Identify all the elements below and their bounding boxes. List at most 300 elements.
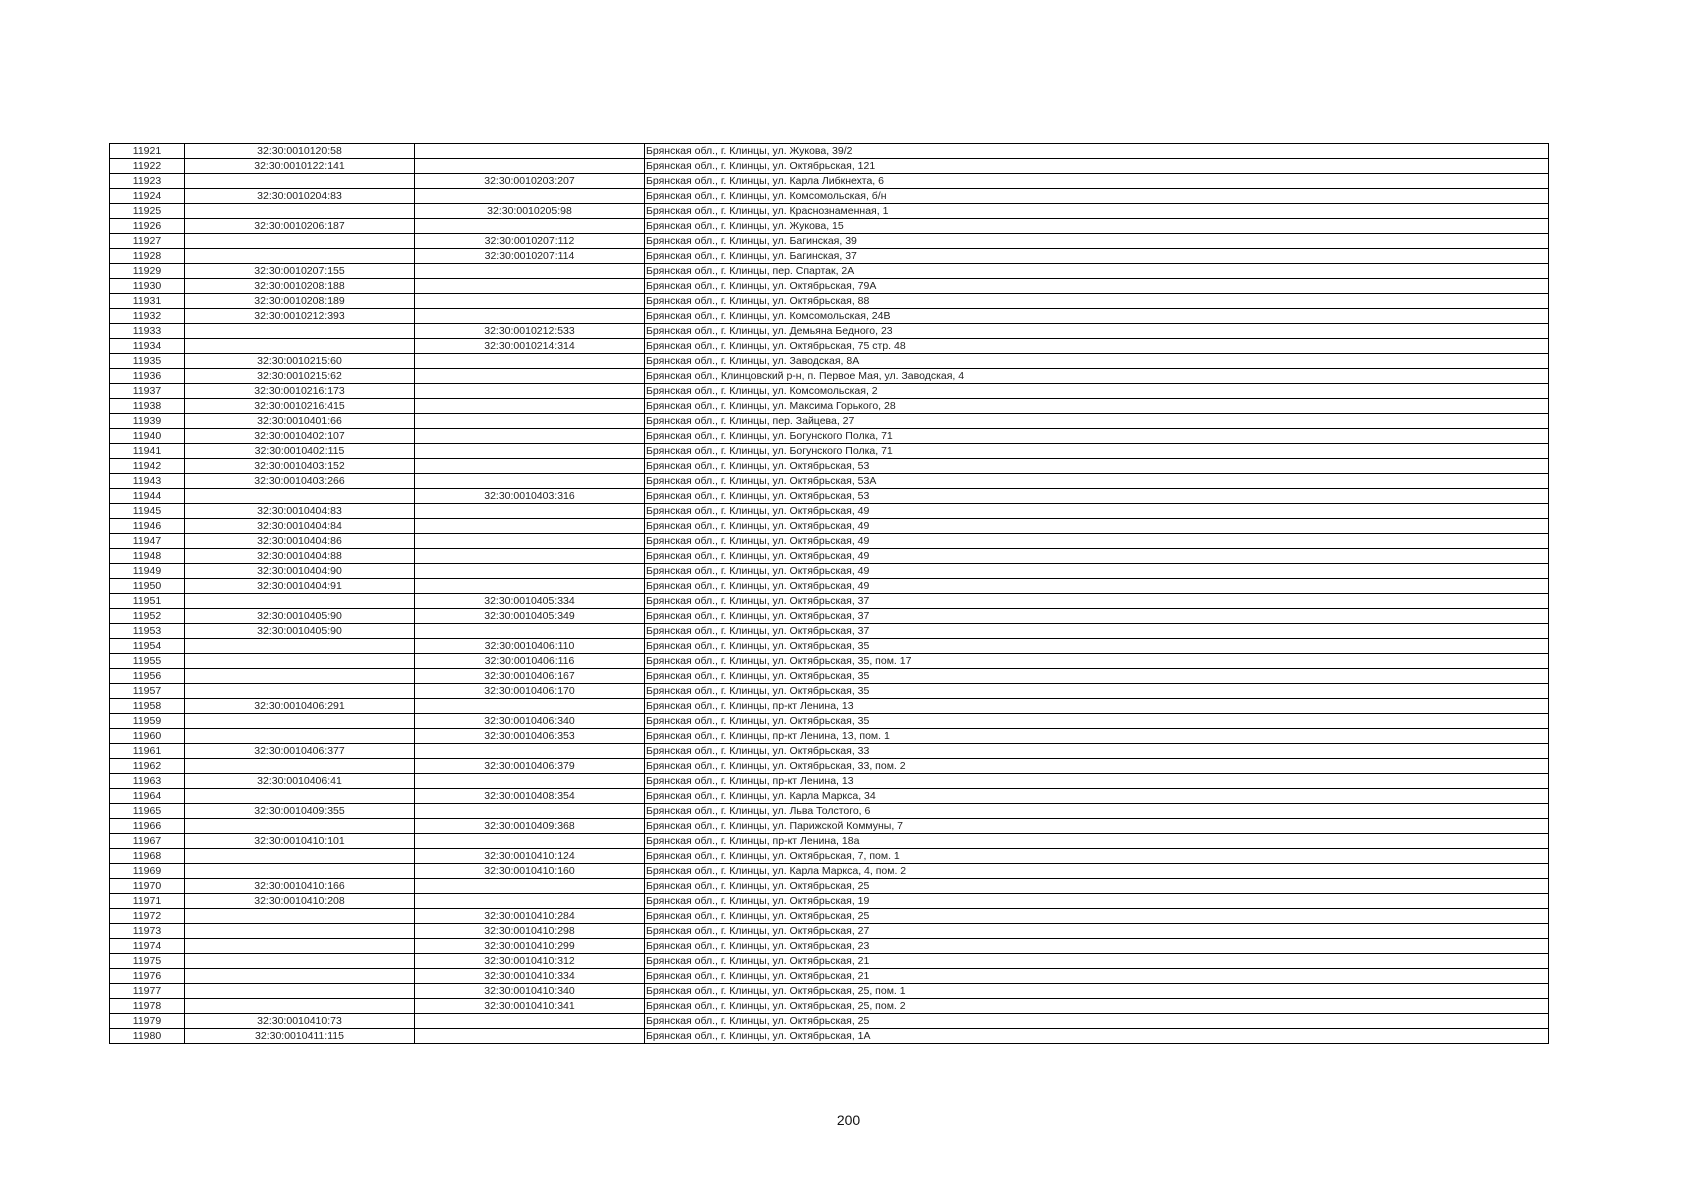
table-row	[110, 249, 1549, 264]
row-number-cell: 11938	[110, 399, 185, 414]
cadastral-number-cell: 32:30:0010406:291	[185, 699, 415, 714]
address-cell: Брянская обл., г. Клинцы, ул. Октябрьская, 49	[645, 564, 1549, 579]
address-cell: Брянская обл., г. Клинцы, ул. Октябрьская, 25	[645, 909, 1549, 924]
row-number-cell: 11922	[110, 159, 185, 174]
cadastral-number-alt-cell: 32:30:0010405:349	[415, 609, 645, 624]
cadastral-number-cell: 32:30:0010208:189	[185, 294, 415, 309]
table-row	[110, 654, 1549, 669]
table-row	[110, 234, 1549, 249]
row-number-cell: 11954	[110, 639, 185, 654]
cadastral-number-alt-cell	[415, 1029, 645, 1044]
address-cell: Брянская обл., г. Клинцы, пер. Спартак, 2А	[645, 264, 1549, 279]
table-row	[110, 594, 1549, 609]
address-cell: Брянская обл., г. Клинцы, пр-кт Ленина, 18а	[645, 834, 1549, 849]
row-number-cell: 11959	[110, 714, 185, 729]
row-number-cell: 11978	[110, 999, 185, 1014]
row-number-cell: 11937	[110, 384, 185, 399]
row-number-cell: 11964	[110, 789, 185, 804]
cadastral-number-cell	[185, 924, 415, 939]
cadastral-number-cell	[185, 939, 415, 954]
cadastral-number-alt-cell: 32:30:0010203:207	[415, 174, 645, 189]
cadastral-number-alt-cell: 32:30:0010207:114	[415, 249, 645, 264]
table-row	[110, 759, 1549, 774]
row-number-cell: 11962	[110, 759, 185, 774]
cadastral-number-cell	[185, 864, 415, 879]
cadastral-number-alt-cell: 32:30:0010410:340	[415, 984, 645, 999]
row-number-cell: 11930	[110, 279, 185, 294]
table-row	[110, 924, 1549, 939]
row-number-cell: 11971	[110, 894, 185, 909]
table-row	[110, 384, 1549, 399]
cadastral-number-alt-cell	[415, 219, 645, 234]
cadastral-number-alt-cell	[415, 579, 645, 594]
cadastral-number-cell: 32:30:0010410:208	[185, 894, 415, 909]
cadastral-number-alt-cell	[415, 474, 645, 489]
row-number-cell: 11944	[110, 489, 185, 504]
cadastral-number-cell	[185, 204, 415, 219]
cadastral-number-cell: 32:30:0010215:60	[185, 354, 415, 369]
row-number-cell: 11940	[110, 429, 185, 444]
cadastral-number-alt-cell	[415, 414, 645, 429]
address-cell: Брянская обл., г. Клинцы, ул. Октябрьская, 37	[645, 609, 1549, 624]
cadastral-number-cell	[185, 654, 415, 669]
address-cell: Брянская обл., г. Клинцы, ул. Заводская, 8А	[645, 354, 1549, 369]
cadastral-number-cell: 32:30:0010404:86	[185, 534, 415, 549]
cadastral-number-cell	[185, 324, 415, 339]
address-cell: Брянская обл., г. Клинцы, ул. Октябрьская, 53	[645, 489, 1549, 504]
row-number-cell: 11949	[110, 564, 185, 579]
cadastral-number-cell	[185, 729, 415, 744]
cadastral-number-cell	[185, 819, 415, 834]
row-number-cell: 11933	[110, 324, 185, 339]
address-cell: Брянская обл., г. Клинцы, ул. Октябрьская, 33, пом. 2	[645, 759, 1549, 774]
cadastral-number-alt-cell: 32:30:0010406:167	[415, 669, 645, 684]
row-number-cell: 11966	[110, 819, 185, 834]
cadastral-number-cell	[185, 909, 415, 924]
row-number-cell: 11941	[110, 444, 185, 459]
row-number-cell: 11970	[110, 879, 185, 894]
table-row	[110, 1029, 1549, 1044]
table-row	[110, 609, 1549, 624]
row-number-cell: 11932	[110, 309, 185, 324]
row-number-cell: 11936	[110, 369, 185, 384]
row-number-cell: 11948	[110, 549, 185, 564]
cadastral-number-cell	[185, 999, 415, 1014]
table-row	[110, 309, 1549, 324]
row-number-cell: 11950	[110, 579, 185, 594]
address-cell: Брянская обл., г. Клинцы, ул. Октябрьская, 49	[645, 549, 1549, 564]
row-number-cell: 11960	[110, 729, 185, 744]
cadastral-number-alt-cell	[415, 549, 645, 564]
cadastral-number-cell	[185, 489, 415, 504]
table-row	[110, 984, 1549, 999]
cadastral-number-alt-cell: 32:30:0010406:340	[415, 714, 645, 729]
cadastral-number-alt-cell	[415, 159, 645, 174]
address-cell: Брянская обл., г. Клинцы, ул. Октябрьская, 33	[645, 744, 1549, 759]
cadastral-number-cell: 32:30:0010405:90	[185, 609, 415, 624]
row-number-cell: 11928	[110, 249, 185, 264]
cadastral-number-alt-cell	[415, 1014, 645, 1029]
cadastral-number-cell: 32:30:0010404:91	[185, 579, 415, 594]
row-number-cell: 11976	[110, 969, 185, 984]
address-cell: Брянская обл., г. Клинцы, ул. Карла Маркса, 4, пом. 2	[645, 864, 1549, 879]
cadastral-number-cell: 32:30:0010403:152	[185, 459, 415, 474]
cadastral-number-alt-cell	[415, 534, 645, 549]
table-row	[110, 159, 1549, 174]
address-cell: Брянская обл., г. Клинцы, ул. Октябрьская, 37	[645, 624, 1549, 639]
address-cell: Брянская обл., г. Клинцы, ул. Октябрьская, 53А	[645, 474, 1549, 489]
table-row	[110, 639, 1549, 654]
cadastral-number-alt-cell: 32:30:0010410:312	[415, 954, 645, 969]
cadastral-number-alt-cell	[415, 354, 645, 369]
table-row	[110, 954, 1549, 969]
row-number-cell: 11926	[110, 219, 185, 234]
cadastral-number-cell	[185, 249, 415, 264]
address-cell: Брянская обл., г. Клинцы, ул. Максима Горького, 28	[645, 399, 1549, 414]
row-number-cell: 11923	[110, 174, 185, 189]
cadastral-number-alt-cell: 32:30:0010410:160	[415, 864, 645, 879]
address-cell: Брянская обл., г. Клинцы, ул. Октябрьская, 25, пом. 2	[645, 999, 1549, 1014]
address-cell: Брянская обл., г. Клинцы, ул. Багинская, 39	[645, 234, 1549, 249]
cadastral-number-cell: 32:30:0010216:415	[185, 399, 415, 414]
cadastral-number-alt-cell	[415, 369, 645, 384]
cadastral-number-alt-cell	[415, 744, 645, 759]
address-cell: Брянская обл., г. Клинцы, пр-кт Ленина, 13	[645, 774, 1549, 789]
table-row	[110, 969, 1549, 984]
table-row	[110, 999, 1549, 1014]
cadastral-number-alt-cell	[415, 519, 645, 534]
address-cell: Брянская обл., г. Клинцы, ул. Жукова, 15	[645, 219, 1549, 234]
table-row	[110, 804, 1549, 819]
cadastral-number-alt-cell: 32:30:0010410:334	[415, 969, 645, 984]
cadastral-number-cell: 32:30:0010401:66	[185, 414, 415, 429]
cadastral-number-alt-cell: 32:30:0010410:284	[415, 909, 645, 924]
table-row	[110, 729, 1549, 744]
cadastral-number-cell: 32:30:0010410:101	[185, 834, 415, 849]
cadastral-number-alt-cell	[415, 444, 645, 459]
cadastral-number-alt-cell	[415, 564, 645, 579]
row-number-cell: 11973	[110, 924, 185, 939]
cadastral-number-alt-cell	[415, 279, 645, 294]
address-cell: Брянская обл., г. Клинцы, ул. Октябрьская, 35	[645, 639, 1549, 654]
cadastral-number-cell: 32:30:0010410:166	[185, 879, 415, 894]
cadastral-number-cell	[185, 669, 415, 684]
table-row	[110, 669, 1549, 684]
table-row	[110, 1014, 1549, 1029]
table-row	[110, 339, 1549, 354]
cadastral-number-alt-cell: 32:30:0010406:116	[415, 654, 645, 669]
cadastral-number-alt-cell	[415, 459, 645, 474]
table-row	[110, 714, 1549, 729]
row-number-cell: 11931	[110, 294, 185, 309]
row-number-cell: 11952	[110, 609, 185, 624]
address-cell: Брянская обл., г. Клинцы, ул. Октябрьская, 7, пом. 1	[645, 849, 1549, 864]
table-row	[110, 429, 1549, 444]
row-number-cell: 11972	[110, 909, 185, 924]
address-cell: Брянская обл., г. Клинцы, ул. Комсомольская, 24В	[645, 309, 1549, 324]
page-number: 200	[836, 1112, 861, 1128]
address-cell: Брянская обл., г. Клинцы, пр-кт Ленина, 13, пом. 1	[645, 729, 1549, 744]
cadastral-number-alt-cell: 32:30:0010410:299	[415, 939, 645, 954]
table-row	[110, 264, 1549, 279]
row-number-cell: 11961	[110, 744, 185, 759]
address-cell: Брянская обл., г. Клинцы, ул. Октябрьская, 35, пом. 17	[645, 654, 1549, 669]
cadastral-number-cell: 32:30:0010216:173	[185, 384, 415, 399]
row-number-cell: 11924	[110, 189, 185, 204]
cadastral-number-alt-cell	[415, 699, 645, 714]
cadastral-number-cell: 32:30:0010208:188	[185, 279, 415, 294]
address-cell: Брянская обл., г. Клинцы, ул. Октябрьская, 35	[645, 669, 1549, 684]
table-row	[110, 459, 1549, 474]
cadastral-number-alt-cell	[415, 399, 645, 414]
table-row	[110, 819, 1549, 834]
row-number-cell: 11927	[110, 234, 185, 249]
cadastral-number-cell: 32:30:0010402:107	[185, 429, 415, 444]
row-number-cell: 11963	[110, 774, 185, 789]
cadastral-number-cell: 32:30:0010409:355	[185, 804, 415, 819]
table-row	[110, 399, 1549, 414]
cadastral-number-alt-cell: 32:30:0010410:124	[415, 849, 645, 864]
row-number-cell: 11974	[110, 939, 185, 954]
row-number-cell: 11968	[110, 849, 185, 864]
cadastral-number-cell	[185, 969, 415, 984]
cadastral-number-alt-cell	[415, 834, 645, 849]
cadastral-number-cell	[185, 234, 415, 249]
cadastral-number-cell: 32:30:0010411:115	[185, 1029, 415, 1044]
row-number-cell: 11977	[110, 984, 185, 999]
cadastral-number-cell	[185, 849, 415, 864]
table-row	[110, 774, 1549, 789]
address-cell: Брянская обл., г. Клинцы, ул. Октябрьская, 121	[645, 159, 1549, 174]
address-cell: Брянская обл., г. Клинцы, ул. Октябрьская, 35	[645, 684, 1549, 699]
cadastral-number-cell: 32:30:0010404:88	[185, 549, 415, 564]
row-number-cell: 11957	[110, 684, 185, 699]
address-cell: Брянская обл., г. Клинцы, ул. Комсомольская, б/н	[645, 189, 1549, 204]
cadastral-number-cell: 32:30:0010206:187	[185, 219, 415, 234]
cadastral-number-cell: 32:30:0010212:393	[185, 309, 415, 324]
cadastral-number-cell	[185, 594, 415, 609]
cadastral-number-cell	[185, 954, 415, 969]
cadastral-number-alt-cell: 32:30:0010403:316	[415, 489, 645, 504]
table-row	[110, 279, 1549, 294]
cadastral-number-alt-cell	[415, 894, 645, 909]
address-cell: Брянская обл., г. Клинцы, пр-кт Ленина, 13	[645, 699, 1549, 714]
address-cell: Брянская обл., г. Клинцы, ул. Комсомольская, 2	[645, 384, 1549, 399]
cadastral-number-cell: 32:30:0010404:84	[185, 519, 415, 534]
row-number-cell: 11925	[110, 204, 185, 219]
address-cell: Брянская обл., г. Клинцы, ул. Богунского Полка, 71	[645, 444, 1549, 459]
address-cell: Брянская обл., г. Клинцы, ул. Октябрьская, 21	[645, 969, 1549, 984]
cadastral-number-alt-cell	[415, 624, 645, 639]
cadastral-number-alt-cell	[415, 504, 645, 519]
table-row	[110, 414, 1549, 429]
table-row	[110, 369, 1549, 384]
row-number-cell: 11943	[110, 474, 185, 489]
table-row	[110, 789, 1549, 804]
table-row	[110, 474, 1549, 489]
cadastral-number-alt-cell: 32:30:0010212:533	[415, 324, 645, 339]
cadastral-number-alt-cell: 32:30:0010408:354	[415, 789, 645, 804]
cadastral-number-cell	[185, 984, 415, 999]
cadastral-number-alt-cell	[415, 264, 645, 279]
table-row	[110, 744, 1549, 759]
address-cell: Брянская обл., г. Клинцы, ул. Октябрьская, 49	[645, 504, 1549, 519]
cadastral-number-cell: 32:30:0010406:377	[185, 744, 415, 759]
address-cell: Брянская обл., г. Клинцы, ул. Октябрьская, 25, пом. 1	[645, 984, 1549, 999]
cadastral-number-alt-cell: 32:30:0010205:98	[415, 204, 645, 219]
table-row	[110, 549, 1549, 564]
cadastral-number-cell	[185, 174, 415, 189]
cadastral-number-cell: 32:30:0010404:90	[185, 564, 415, 579]
row-number-cell: 11947	[110, 534, 185, 549]
address-cell: Брянская обл., г. Клинцы, ул. Октябрьская, 1А	[645, 1029, 1549, 1044]
address-cell: Брянская обл., г. Клинцы, ул. Октябрьская, 49	[645, 519, 1549, 534]
address-cell: Брянская обл., г. Клинцы, ул. Жукова, 39/2	[645, 144, 1549, 159]
table-row	[110, 174, 1549, 189]
table-row	[110, 909, 1549, 924]
cadastral-number-cell	[185, 639, 415, 654]
row-number-cell: 11958	[110, 699, 185, 714]
cadastral-number-alt-cell: 32:30:0010406:379	[415, 759, 645, 774]
cadastral-number-cell	[185, 789, 415, 804]
cadastral-number-cell: 32:30:0010207:155	[185, 264, 415, 279]
cadastral-number-cell	[185, 684, 415, 699]
address-cell: Брянская обл., г. Клинцы, ул. Октябрьская, 37	[645, 594, 1549, 609]
table-row	[110, 504, 1549, 519]
address-cell: Брянская обл., г. Клинцы, ул. Октябрьская, 79А	[645, 279, 1549, 294]
address-cell: Брянская обл., г. Клинцы, ул. Карла Маркса, 34	[645, 789, 1549, 804]
address-cell: Брянская обл., г. Клинцы, ул. Октябрьская, 19	[645, 894, 1549, 909]
table-row	[110, 354, 1549, 369]
cadastral-number-cell: 32:30:0010403:266	[185, 474, 415, 489]
cadastral-number-alt-cell: 32:30:0010406:353	[415, 729, 645, 744]
cadastral-number-cell: 32:30:0010405:90	[185, 624, 415, 639]
row-number-cell: 11975	[110, 954, 185, 969]
address-cell: Брянская обл., г. Клинцы, ул. Октябрьская, 35	[645, 714, 1549, 729]
table-row	[110, 579, 1549, 594]
cadastral-number-cell	[185, 714, 415, 729]
table-row	[110, 294, 1549, 309]
table-row	[110, 834, 1549, 849]
cadastral-number-cell: 32:30:0010404:83	[185, 504, 415, 519]
row-number-cell: 11967	[110, 834, 185, 849]
address-cell: Брянская обл., г. Клинцы, ул. Октябрьская, 25	[645, 1014, 1549, 1029]
table-row	[110, 219, 1549, 234]
table-row	[110, 534, 1549, 549]
table-row	[110, 939, 1549, 954]
table-row	[110, 444, 1549, 459]
address-cell: Брянская обл., г. Клинцы, ул. Льва Толстого, 6	[645, 804, 1549, 819]
property-registry-table	[109, 143, 1549, 1044]
address-cell: Брянская обл., г. Клинцы, ул. Октябрьская, 53	[645, 459, 1549, 474]
address-cell: Брянская обл., г. Клинцы, ул. Богунского Полка, 71	[645, 429, 1549, 444]
row-number-cell: 11979	[110, 1014, 185, 1029]
cadastral-number-cell: 32:30:0010215:62	[185, 369, 415, 384]
address-cell: Брянская обл., г. Клинцы, ул. Краснознаменная, 1	[645, 204, 1549, 219]
cadastral-number-cell	[185, 759, 415, 774]
cadastral-number-cell: 32:30:0010120:58	[185, 144, 415, 159]
address-cell: Брянская обл., г. Клинцы, ул. Октябрьская, 21	[645, 954, 1549, 969]
cadastral-number-alt-cell: 32:30:0010410:298	[415, 924, 645, 939]
cadastral-number-alt-cell: 32:30:0010214:314	[415, 339, 645, 354]
row-number-cell: 11939	[110, 414, 185, 429]
cadastral-number-alt-cell	[415, 309, 645, 324]
address-cell: Брянская обл., г. Клинцы, ул. Карла Либкнехта, 6	[645, 174, 1549, 189]
row-number-cell: 11942	[110, 459, 185, 474]
cadastral-number-cell: 32:30:0010406:41	[185, 774, 415, 789]
address-cell: Брянская обл., г. Клинцы, ул. Парижской Коммуны, 7	[645, 819, 1549, 834]
cadastral-number-alt-cell: 32:30:0010207:112	[415, 234, 645, 249]
cadastral-number-cell: 32:30:0010204:83	[185, 189, 415, 204]
cadastral-number-cell	[185, 339, 415, 354]
table-body	[110, 144, 1549, 1044]
table-row	[110, 489, 1549, 504]
cadastral-number-alt-cell: 32:30:0010410:341	[415, 999, 645, 1014]
cadastral-number-alt-cell	[415, 774, 645, 789]
address-cell: Брянская обл., г. Клинцы, пер. Зайцева, 27	[645, 414, 1549, 429]
cadastral-number-cell: 32:30:0010122:141	[185, 159, 415, 174]
row-number-cell: 11934	[110, 339, 185, 354]
row-number-cell: 11980	[110, 1029, 185, 1044]
address-cell: Брянская обл., г. Клинцы, ул. Октябрьская, 25	[645, 879, 1549, 894]
row-number-cell: 11929	[110, 264, 185, 279]
address-cell: Брянская обл., г. Клинцы, ул. Октябрьская, 75 стр. 48	[645, 339, 1549, 354]
table-row	[110, 564, 1549, 579]
cadastral-number-alt-cell	[415, 429, 645, 444]
row-number-cell: 11955	[110, 654, 185, 669]
row-number-cell: 11956	[110, 669, 185, 684]
address-cell: Брянская обл., г. Клинцы, ул. Октябрьская, 49	[645, 579, 1549, 594]
row-number-cell: 11935	[110, 354, 185, 369]
address-cell: Брянская обл., г. Клинцы, ул. Октябрьская, 49	[645, 534, 1549, 549]
cadastral-number-cell: 32:30:0010402:115	[185, 444, 415, 459]
cadastral-number-alt-cell	[415, 189, 645, 204]
cadastral-number-alt-cell: 32:30:0010406:110	[415, 639, 645, 654]
cadastral-number-alt-cell	[415, 384, 645, 399]
address-cell: Брянская обл., г. Клинцы, ул. Октябрьская, 88	[645, 294, 1549, 309]
table-row	[110, 879, 1549, 894]
table-row	[110, 144, 1549, 159]
table-row	[110, 204, 1549, 219]
cadastral-number-alt-cell: 32:30:0010406:170	[415, 684, 645, 699]
cadastral-number-alt-cell	[415, 804, 645, 819]
address-cell: Брянская обл., г. Клинцы, ул. Октябрьская, 27	[645, 924, 1549, 939]
row-number-cell: 11946	[110, 519, 185, 534]
table-row	[110, 189, 1549, 204]
row-number-cell: 11945	[110, 504, 185, 519]
row-number-cell: 11953	[110, 624, 185, 639]
cadastral-number-alt-cell: 32:30:0010409:368	[415, 819, 645, 834]
table-row	[110, 849, 1549, 864]
cadastral-number-alt-cell	[415, 879, 645, 894]
table-row	[110, 624, 1549, 639]
table-row	[110, 684, 1549, 699]
address-cell: Брянская обл., Клинцовский р-н, п. Первое Мая, ул. Заводская, 4	[645, 369, 1549, 384]
table-row	[110, 324, 1549, 339]
table-row	[110, 864, 1549, 879]
address-cell: Брянская обл., г. Клинцы, ул. Багинская, 37	[645, 249, 1549, 264]
row-number-cell: 11951	[110, 594, 185, 609]
cadastral-number-cell: 32:30:0010410:73	[185, 1014, 415, 1029]
row-number-cell: 11921	[110, 144, 185, 159]
row-number-cell: 11969	[110, 864, 185, 879]
cadastral-number-alt-cell: 32:30:0010405:334	[415, 594, 645, 609]
cadastral-number-alt-cell	[415, 144, 645, 159]
row-number-cell: 11965	[110, 804, 185, 819]
address-cell: Брянская обл., г. Клинцы, ул. Демьяна Бедного, 23	[645, 324, 1549, 339]
table-row	[110, 519, 1549, 534]
table-row	[110, 894, 1549, 909]
